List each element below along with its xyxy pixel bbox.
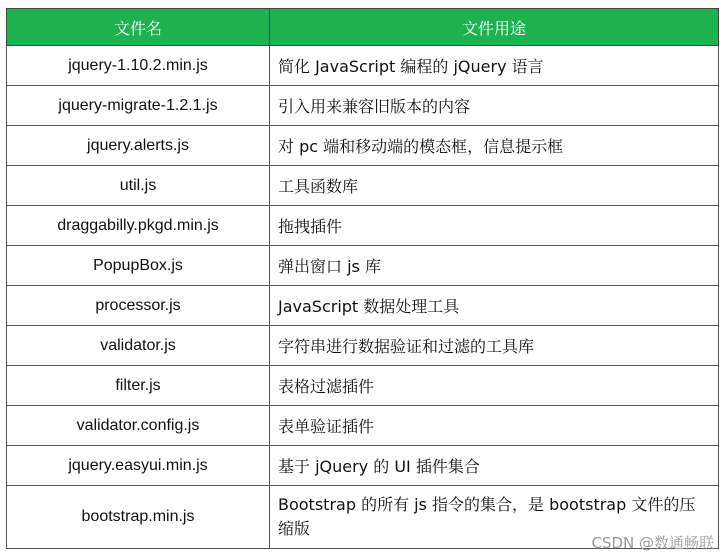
table-row [7,46,719,86]
table-row [7,326,719,366]
cell-purpose: 字符串进行数据验证和过滤的工具库 [270,326,719,366]
cell-filename: filter.js [7,366,270,406]
cell-filename: jquery.alerts.js [7,126,270,166]
cell-filename: PopupBox.js [7,246,270,286]
cell-purpose: 拖拽插件 [270,206,719,246]
file-table [6,8,719,549]
table-row [7,86,719,126]
table-row [7,366,719,406]
watermark: CSDN @数通畅联 [591,534,714,552]
cell-filename: bootstrap.min.js [7,486,270,549]
cell-purpose: Bootstrap 的所有 js 指令的集合，是 bootstrap 文件的压缩版 [270,486,719,549]
cell-filename: draggabilly.pkgd.min.js [7,206,270,246]
cell-purpose: 表格过滤插件 [270,366,719,406]
table-row [7,166,719,206]
cell-filename: jquery.easyui.min.js [7,446,270,486]
cell-filename: validator.js [7,326,270,366]
table-row [7,206,719,246]
header-filename: 文件名 [7,9,270,46]
table-header-row [7,9,719,46]
table-row [7,406,719,446]
cell-purpose: 简化 JavaScript 编程的 jQuery 语言 [270,46,719,86]
table-row [7,446,719,486]
header-purpose: 文件用途 [270,9,719,46]
cell-purpose: JavaScript 数据处理工具 [270,286,719,326]
cell-purpose: 基于 jQuery 的 UI 插件集合 [270,446,719,486]
cell-filename: jquery-migrate-1.2.1.js [7,86,270,126]
file-table-container [6,8,718,549]
cell-filename: validator.config.js [7,406,270,446]
cell-filename: processor.js [7,286,270,326]
cell-purpose: 对 pc 端和移动端的模态框，信息提示框 [270,126,719,166]
table-row [7,246,719,286]
cell-purpose: 工具函数库 [270,166,719,206]
table-row [7,286,719,326]
cell-purpose: 表单验证插件 [270,406,719,446]
table-row [7,126,719,166]
cell-filename: util.js [7,166,270,206]
cell-filename: jquery-1.10.2.min.js [7,46,270,86]
cell-purpose: 弹出窗口 js 库 [270,246,719,286]
cell-purpose: 引入用来兼容旧版本的内容 [270,86,719,126]
